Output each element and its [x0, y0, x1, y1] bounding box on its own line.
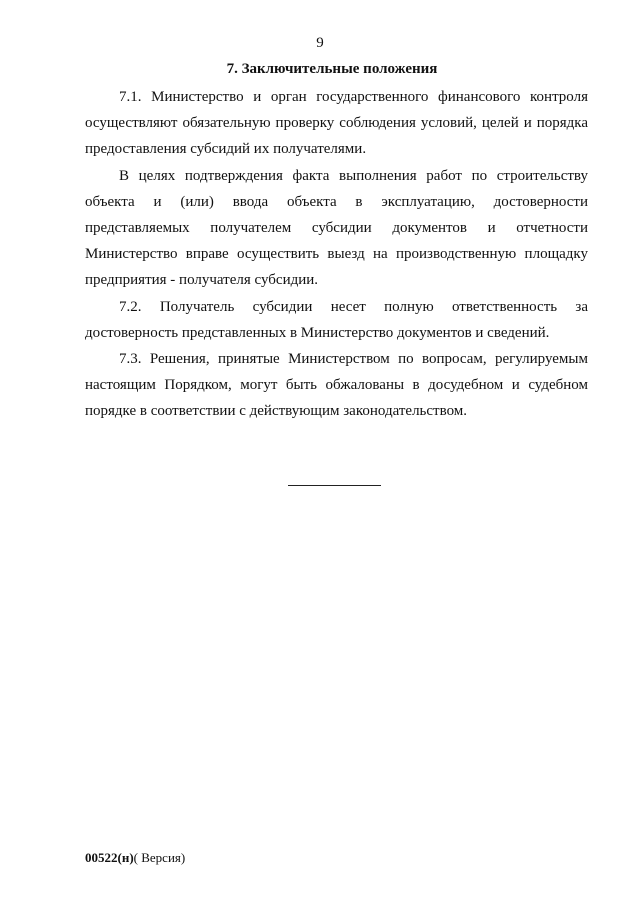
section-body — [85, 84, 588, 425]
end-divider — [288, 485, 381, 486]
paragraph-7-2: 7.2. Получатель субсидии несет полную ответственность за достоверность представленных в Министерство документов и сведений. — [85, 298, 588, 341]
paragraph-7-1-continuation: В целях подтверждения факта выполнения работ по строительству объекта и (или) ввода объекта в эксплуатацию, достоверности представляемых получателем субсидии документов и отчетности Министерство вправе осуществить выезд на производственную площадку предприятия - получателя субсидии. — [85, 167, 588, 289]
section-title: 7. Заключительные положения — [226, 61, 438, 77]
paragraph-7-3: 7.3. Решения, принятые Министерством по вопросам, регулируемым настоящим Порядком, могут быть обжалованы в досудебном и судебном порядке в соответствии с действующим законодательством. — [85, 351, 588, 420]
document-version: ( Версия) — [133, 850, 186, 865]
page-number: 9 — [316, 35, 324, 51]
document-code: 00522(н) — [85, 850, 134, 865]
document-footer — [85, 850, 185, 866]
paragraph-7-1: 7.1. Министерство и орган государственного финансового контроля осуществляют обязательную проверку соблюдения условий, целей и порядка предоставления субсидий их получателями. — [85, 89, 588, 158]
